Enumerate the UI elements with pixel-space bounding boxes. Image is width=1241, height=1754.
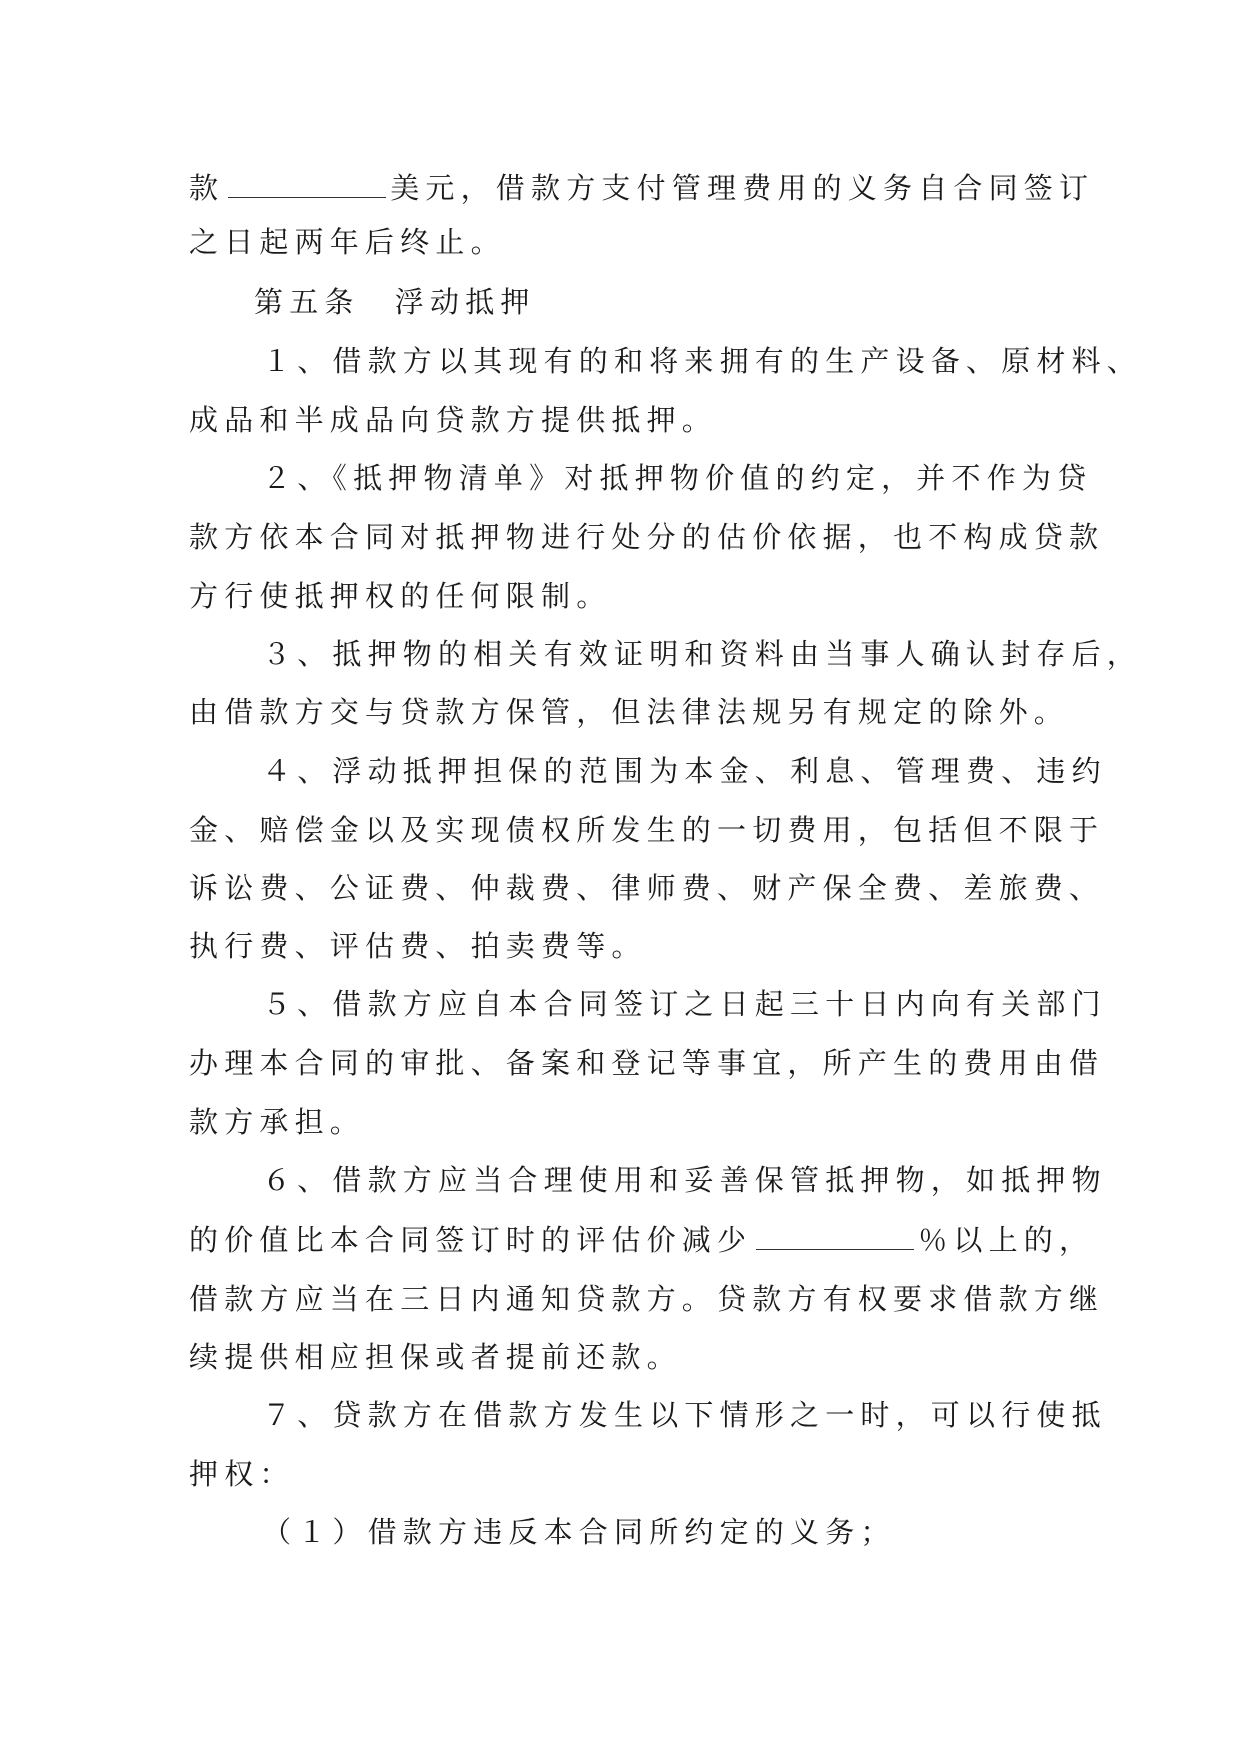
text-segment: ％以上的， [918,1223,1095,1257]
text-line: ６、借款方应当合理使用和妥善保管抵押物，如抵押物 [262,1163,1107,1197]
text-line: 借款方应当在三日内通知贷款方。贷款方有权要求借款方继 [189,1282,1105,1316]
text-line: 款方承担。 [189,1105,366,1139]
text-line: 押权： [189,1457,295,1491]
text-line: 金、赔偿金以及实现债权所发生的一切费用，包括但不限于 [189,813,1105,847]
text-line: ２、《抵押物清单》对抵押物价值的约定，并不作为贷 [262,461,1093,495]
text-line: ３、抵押物的相关有效证明和资料由当事人确认封存后， [262,637,1143,671]
text-line: 执行费、评估费、拍卖费等。 [189,929,647,963]
text-line: １、借款方以其现有的和将来拥有的生产设备、原材料、 [262,344,1143,378]
fill-in-blank [756,1225,914,1250]
text-segment: 美元，借款方支付管理费用的义务自合同签订 [390,171,1095,205]
article-heading: 第五条 浮动抵押 [254,285,536,319]
text-segment: 的价值比本合同签订时的评估价减少 [189,1223,753,1257]
fill-in-blank [228,173,386,198]
text-line [189,1220,1094,1260]
text-line: ７、贷款方在借款方发生以下情形之一时，可以行使抵 [262,1398,1107,1432]
text-line: 之日起两年后终止。 [189,225,506,259]
text-line: ５、借款方应自本合同签订之日起三十日内向有关部门 [262,987,1107,1021]
text-line: 诉讼费、公证费、仲裁费、律师费、财产保全费、差旅费、 [189,871,1105,905]
list-item: （１）借款方违反本合同所约定的义务； [262,1515,896,1549]
text-line: 由借款方交与贷款方保管，但法律法规另有规定的除外。 [189,695,1070,729]
text-line: 成品和半成品向贷款方提供抵押。 [189,403,718,437]
text-line: 续提供相应担保或者提前还款。 [189,1340,682,1374]
text-line: ４、浮动抵押担保的范围为本金、利息、管理费、违约 [262,754,1107,788]
text-segment: 款 [189,171,225,205]
text-line: 方行使抵押权的任何限制。 [189,579,612,613]
text-line: 办理本合同的审批、备案和登记等事宜，所产生的费用由借 [189,1046,1105,1080]
text-line [189,168,1094,208]
text-line: 款方依本合同对抵押物进行处分的估价依据，也不构成贷款 [189,520,1105,554]
